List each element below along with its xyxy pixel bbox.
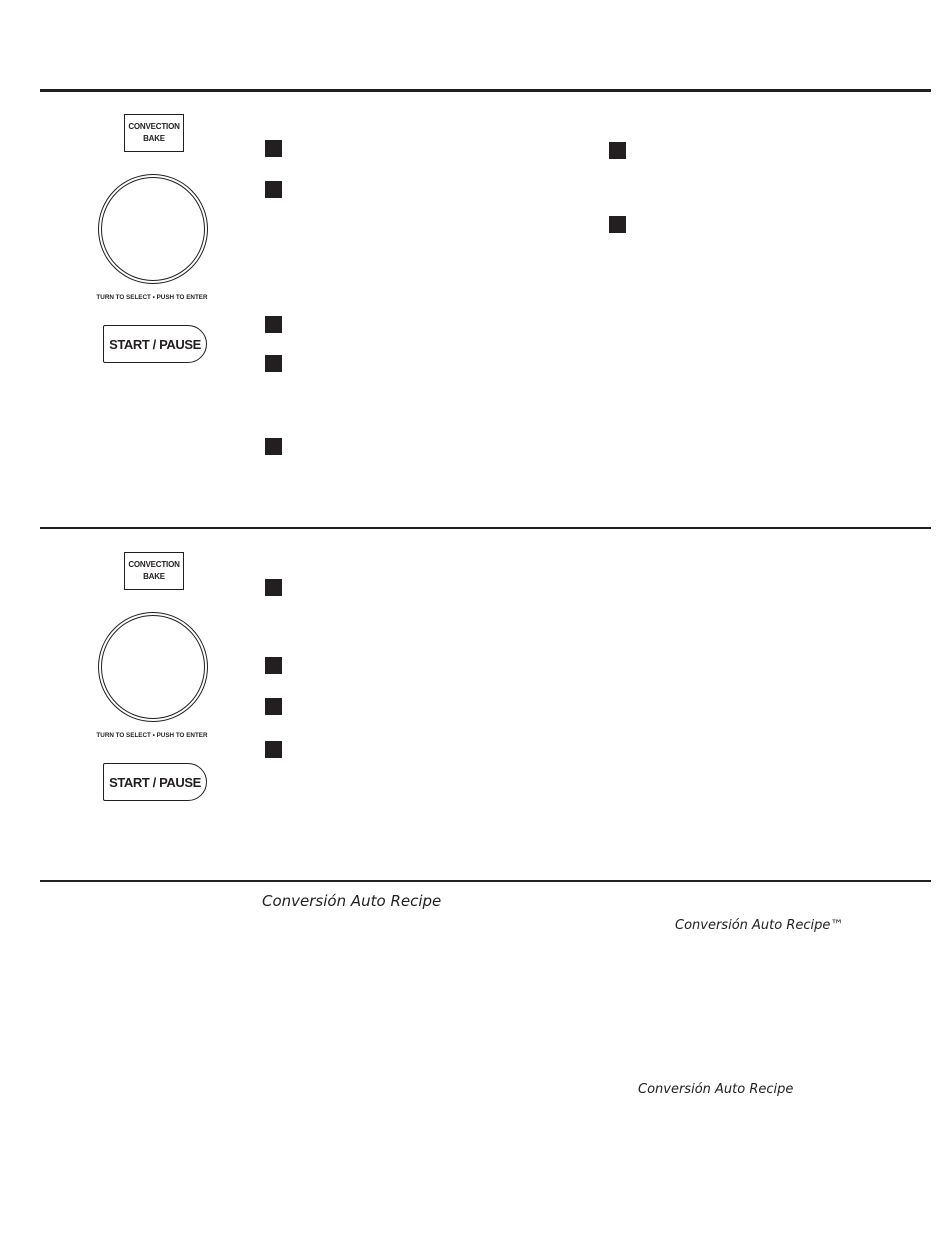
step-marker [265,181,282,198]
convection-bake-label-line2: BAKE [143,134,165,143]
step-marker [265,657,282,674]
lower-divider [40,880,931,882]
section-heading: Conversión Auto Recipe [262,892,442,910]
step-marker [265,741,282,758]
dial-label: TURN TO SELECT • PUSH TO ENTER [96,294,208,301]
convection-bake-button[interactable] [124,114,184,152]
convection-bake-button[interactable] [124,552,184,590]
feature-name-note: Conversión Auto Recipe™ [675,918,844,933]
selector-dial[interactable] [98,612,208,722]
start-pause-button[interactable]: START / PAUSE [103,325,207,363]
step-marker [265,316,282,333]
feature-name-note-lower: Conversión Auto Recipe [638,1082,794,1097]
dial-label: TURN TO SELECT • PUSH TO ENTER [96,732,208,739]
step-marker [609,216,626,233]
step-marker [265,698,282,715]
step-marker [265,140,282,157]
start-pause-button[interactable]: START / PAUSE [103,763,207,801]
step-marker [265,438,282,455]
top-divider [40,89,931,92]
convection-bake-label-line2: BAKE [143,572,165,581]
step-marker [609,142,626,159]
middle-divider [40,527,931,529]
step-marker [265,355,282,372]
convection-bake-label-line1: CONVECTION [128,122,180,131]
step-marker [265,579,282,596]
selector-dial[interactable] [98,174,208,284]
convection-bake-label-line1: CONVECTION [128,560,180,569]
